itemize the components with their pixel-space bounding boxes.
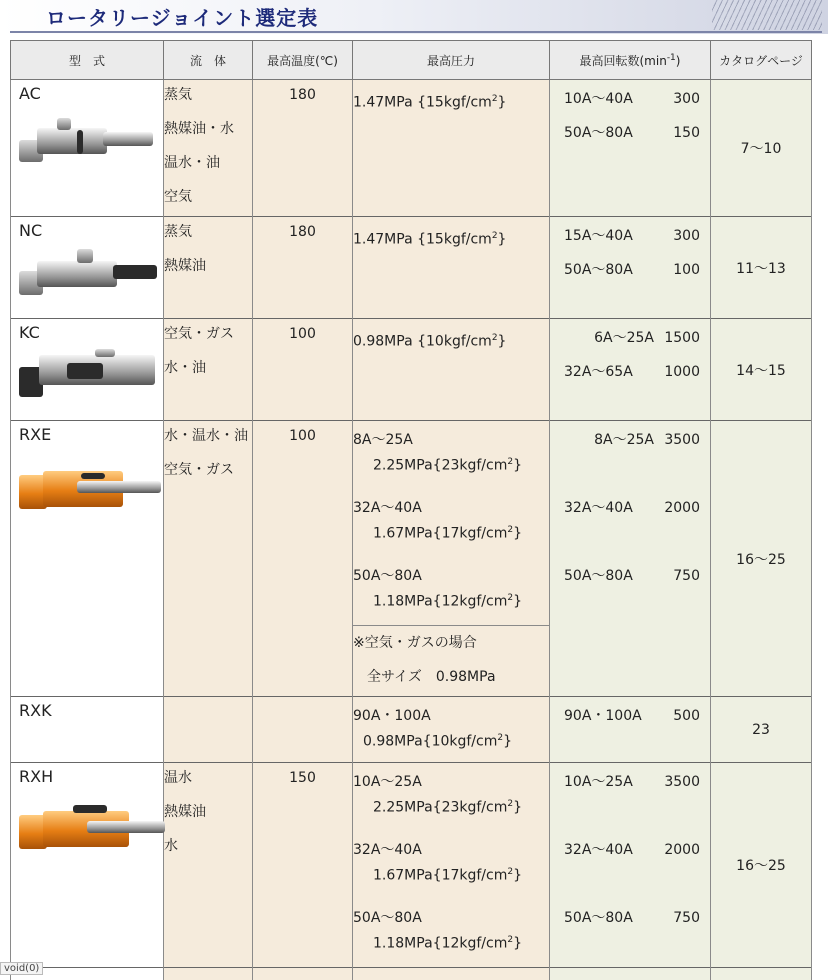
temp-value: 180 xyxy=(289,224,316,240)
header-speed xyxy=(550,41,711,80)
fluid-item: 空気・ガス xyxy=(164,462,234,478)
page-cell: 16～25 xyxy=(711,763,812,968)
fluid-cell xyxy=(164,319,253,421)
fluid-item: 水・温水・油 xyxy=(164,428,248,444)
pressure-close: } xyxy=(513,593,523,610)
model-cell xyxy=(11,80,164,217)
pressure-kgf: {17kgf/cm xyxy=(432,525,508,542)
title-underline xyxy=(10,31,822,33)
pressure-group xyxy=(353,771,549,839)
fluid-item: 蒸気 xyxy=(164,224,192,240)
pressure-cell xyxy=(353,319,550,421)
speed-rpm: 1500 xyxy=(664,330,700,346)
temp-value: 150 xyxy=(289,770,316,786)
rotary-joint-kc-icon xyxy=(17,345,165,411)
speed-size: 32A～65A xyxy=(564,364,633,380)
pressure-value: 2.25MPa xyxy=(373,799,433,816)
pressure-size: 10A～25A xyxy=(353,774,422,790)
speed-rpm: 500 xyxy=(673,708,700,724)
speed-cell xyxy=(550,80,711,217)
temp-cell xyxy=(253,217,353,319)
note-value: 全サイズ 0.98MPa xyxy=(367,669,496,685)
speed-rpm: 1000 xyxy=(664,364,700,380)
page-cell: 16～25 xyxy=(711,421,812,697)
pressure-value: 2.25MPa xyxy=(373,457,433,474)
temp-value: 180 xyxy=(289,87,316,103)
fluid-cell xyxy=(164,217,253,319)
pressure-value: 1.18MPa xyxy=(373,593,433,610)
pressure-cell xyxy=(353,421,550,626)
fluid-item: 空気・ガス xyxy=(164,326,234,342)
pressure-kgf: {23kgf/cm xyxy=(432,457,508,474)
status-stub: void(0) xyxy=(0,962,43,975)
pressure-close: } xyxy=(513,799,523,816)
rotary-joint-nc-icon xyxy=(17,243,165,309)
speed-rpm: 3500 xyxy=(664,432,700,448)
pressure-kgf: {10kgf/cm xyxy=(422,733,498,750)
speed-rpm: 300 xyxy=(673,91,700,107)
table-row-rxe xyxy=(11,421,812,626)
header-fluid: 流 体 xyxy=(164,41,253,80)
model-cell xyxy=(11,319,164,421)
header-pressure: 最高圧力 xyxy=(353,41,550,80)
fluid-item: 熱媒油 xyxy=(164,804,206,820)
pressure-sup: 2 xyxy=(491,333,498,343)
page-cell: 11～13 xyxy=(711,217,812,319)
speed-cell xyxy=(550,217,711,319)
pressure-group xyxy=(353,907,549,967)
pressure-kgf: {10kgf/cm xyxy=(417,333,492,350)
speed-size: 90A・100A xyxy=(564,708,642,724)
speed-size: 6A～25A xyxy=(594,330,654,346)
pressure-value: 0.98MPa xyxy=(363,733,423,750)
pressure-value: 1.67MPa xyxy=(373,525,433,542)
table-row-nc xyxy=(11,217,812,319)
pressure-size: 32A～40A xyxy=(353,842,422,858)
pressure-sup: 2 xyxy=(507,457,514,467)
model-name: RXH xyxy=(19,767,54,786)
speed-rpm: 2000 xyxy=(664,842,700,858)
pressure-kgf: {17kgf/cm xyxy=(432,867,508,884)
header-page: カタログページ xyxy=(711,41,812,80)
pressure-sup: 2 xyxy=(491,231,498,241)
header-speed-close: ) xyxy=(675,53,681,68)
fluid-item: 熱媒油 xyxy=(164,258,206,274)
pressure-value: 1.67MPa xyxy=(373,867,433,884)
fluid-item: 水・油 xyxy=(164,360,206,376)
pressure-size: 8A～25A xyxy=(353,432,413,448)
pressure-value: 1.18MPa xyxy=(373,935,433,952)
page-cell: 14～15 xyxy=(711,319,812,421)
pressure-close: } xyxy=(513,935,523,952)
pressure-sup: 2 xyxy=(507,799,514,809)
table-row-rxh xyxy=(11,763,812,968)
pressure-kgf: {23kgf/cm xyxy=(432,799,508,816)
model-cell xyxy=(11,697,164,763)
temp-cell xyxy=(253,697,353,763)
rotary-joint-ac-icon xyxy=(17,110,165,176)
temp-value: 100 xyxy=(289,326,316,342)
speed-size: 15A～40A xyxy=(564,228,633,244)
pressure-kgf: {12kgf/cm xyxy=(432,593,508,610)
pressure-kgf: {12kgf/cm xyxy=(432,935,508,952)
table-row-kc xyxy=(11,319,812,421)
model-name: AC xyxy=(19,84,41,103)
temp-cell xyxy=(253,80,353,217)
fluid-item: 熱媒油・水 xyxy=(164,121,234,137)
pressure-close: } xyxy=(497,94,507,111)
speed-rpm: 750 xyxy=(673,910,700,926)
pressure-size: 90A・100A xyxy=(353,708,431,724)
page-cell: 23 xyxy=(711,697,812,763)
fluid-cell xyxy=(164,421,253,697)
header-speed-text: 最高回転数(min xyxy=(579,53,667,68)
pressure-kgf: {15kgf/cm xyxy=(417,94,492,111)
temp-cell xyxy=(253,421,353,697)
decorative-hatch xyxy=(712,0,822,30)
rotary-joint-rxh-icon xyxy=(17,799,165,865)
pressure-sup: 2 xyxy=(497,733,504,743)
pressure-close: } xyxy=(513,525,523,542)
speed-cell xyxy=(550,421,711,697)
model-name: RXE xyxy=(19,425,52,444)
speed-size: 8A～25A xyxy=(594,432,654,448)
speed-size: 50A～80A xyxy=(564,262,633,278)
speed-size: 10A～25A xyxy=(564,774,633,790)
selection-table xyxy=(10,40,812,980)
page-cell: 7～10 xyxy=(711,80,812,217)
pressure-cell xyxy=(353,763,550,968)
note-title: ※空気・ガスの場合 xyxy=(353,635,477,651)
fluid-item: 温水 xyxy=(164,770,192,786)
header-row xyxy=(11,41,812,80)
model-name: KC xyxy=(19,323,40,342)
pressure-note-cell xyxy=(353,626,550,697)
pressure-sup: 2 xyxy=(507,525,514,535)
pressure-close: } xyxy=(497,231,507,248)
fluid-item: 蒸気 xyxy=(164,87,192,103)
pressure-close: } xyxy=(497,333,507,350)
pressure-group xyxy=(353,497,549,565)
table-row-ac xyxy=(11,80,812,217)
speed-cell xyxy=(550,763,711,968)
speed-cell xyxy=(550,319,711,421)
temp-value: 100 xyxy=(289,428,316,444)
pressure-close: } xyxy=(513,457,523,474)
speed-size: 50A～80A xyxy=(564,568,633,584)
model-cell xyxy=(11,217,164,319)
pressure-value: 0.98MPa xyxy=(353,333,413,350)
pressure-sup: 2 xyxy=(491,94,498,104)
speed-cell xyxy=(550,697,711,763)
fluid-cell xyxy=(164,80,253,217)
fluid-item: 温水・油 xyxy=(164,155,220,171)
speed-rpm: 2000 xyxy=(664,500,700,516)
pressure-group xyxy=(353,839,549,907)
speed-rpm: 750 xyxy=(673,568,700,584)
speed-size: 32A～40A xyxy=(564,842,633,858)
speed-size: 50A～80A xyxy=(564,125,633,141)
table-row-rxk xyxy=(11,697,812,763)
rotary-joint-rxe-icon xyxy=(17,461,165,527)
fluid-item: 空気 xyxy=(164,189,192,205)
speed-size: 32A～40A xyxy=(564,500,633,516)
temp-cell xyxy=(253,763,353,968)
speed-rpm: 150 xyxy=(673,125,700,141)
speed-size: 50A～80A xyxy=(564,910,633,926)
header-temp: 最高温度(℃) xyxy=(253,41,353,80)
pressure-size: 32A～40A xyxy=(353,500,422,516)
pressure-group xyxy=(353,565,549,625)
pressure-group xyxy=(353,429,549,497)
pressure-size: 50A～80A xyxy=(353,568,422,584)
header-speed-sup: -1 xyxy=(666,52,676,63)
pressure-kgf: {15kgf/cm xyxy=(417,231,492,248)
pressure-sup: 2 xyxy=(507,935,514,945)
title-bar xyxy=(0,0,828,34)
speed-rpm: 100 xyxy=(673,262,700,278)
pressure-cell xyxy=(353,697,550,763)
temp-cell xyxy=(253,319,353,421)
model-name: NC xyxy=(19,221,43,240)
pressure-value: 1.47MPa xyxy=(353,231,413,248)
fluid-cell xyxy=(164,763,253,968)
model-cell xyxy=(11,763,164,968)
fluid-item: 水 xyxy=(164,838,178,854)
pressure-cell xyxy=(353,80,550,217)
fluid-cell xyxy=(164,697,253,763)
speed-rpm: 3500 xyxy=(664,774,700,790)
pressure-sup: 2 xyxy=(507,593,514,603)
pressure-close: } xyxy=(503,733,513,750)
pressure-cell xyxy=(353,217,550,319)
pressure-close: } xyxy=(513,867,523,884)
model-cell xyxy=(11,421,164,697)
header-model: 型 式 xyxy=(11,41,164,80)
model-name: RXK xyxy=(19,701,52,720)
pressure-value: 1.47MPa xyxy=(353,94,413,111)
pressure-size: 50A～80A xyxy=(353,910,422,926)
pressure-sup: 2 xyxy=(507,867,514,877)
speed-size: 10A～40A xyxy=(564,91,633,107)
page-title: ロータリージョイント選定表 xyxy=(46,6,319,30)
speed-rpm: 300 xyxy=(673,228,700,244)
